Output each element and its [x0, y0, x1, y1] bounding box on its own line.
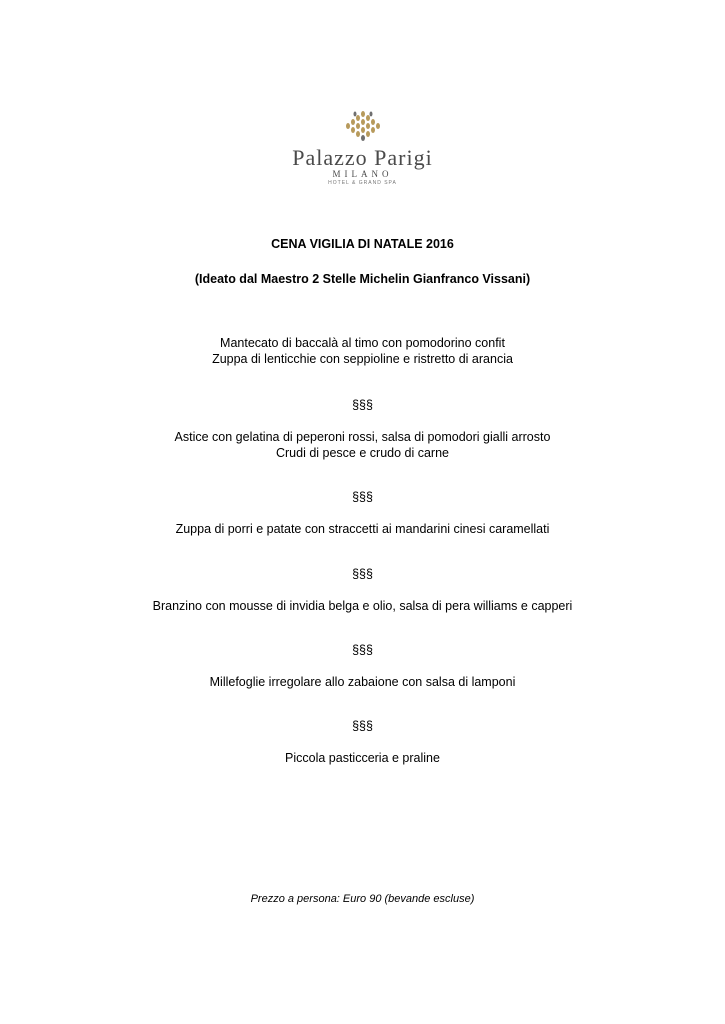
course-separator: §§§	[352, 398, 373, 412]
brand-tagline: HOTEL & GRAND SPA	[328, 180, 397, 186]
leaf-tree-icon	[343, 110, 383, 144]
brand-city: MILANO	[332, 169, 393, 179]
course-1-line-1: Mantecato di baccalà al timo con pomodorino confit	[220, 336, 505, 350]
menu-title: CENA VIGILIA DI NATALE 2016	[271, 237, 454, 251]
palazzo-parigi-logo-emblem	[0, 110, 725, 144]
course-separator: §§§	[352, 490, 373, 504]
course-separator: §§§	[352, 719, 373, 733]
course-2-line-2: Crudi di pesce e crudo di carne	[275, 446, 449, 460]
course-1-line-2: Zuppa di lenticchie con seppioline e ristretto di arancia	[212, 352, 513, 366]
course-2-line-1: Astice con gelatina di peperoni rossi, salsa di pomodori gialli arrosto	[174, 430, 551, 444]
course-5-line-1: Millefoglie irregolare allo zabaione con salsa di lamponi	[209, 675, 516, 689]
price-note: Prezzo a persona: Euro 90 (bevande escluse)	[250, 893, 475, 905]
menu-subtitle: (Ideato dal Maestro 2 Stelle Michelin Gianfranco Vissani)	[194, 272, 531, 286]
course-3-line-1: Zuppa di porri e patate con straccetti ai mandarini cinesi caramellati	[175, 522, 550, 536]
brand-name: Palazzo Parigi	[292, 145, 433, 170]
course-6-line-1: Piccola pasticceria e praline	[285, 751, 440, 765]
course-separator: §§§	[352, 643, 373, 657]
course-separator: §§§	[352, 567, 373, 581]
course-4-line-1: Branzino con mousse di invidia belga e olio, salsa di pera williams e capperi	[152, 599, 573, 613]
